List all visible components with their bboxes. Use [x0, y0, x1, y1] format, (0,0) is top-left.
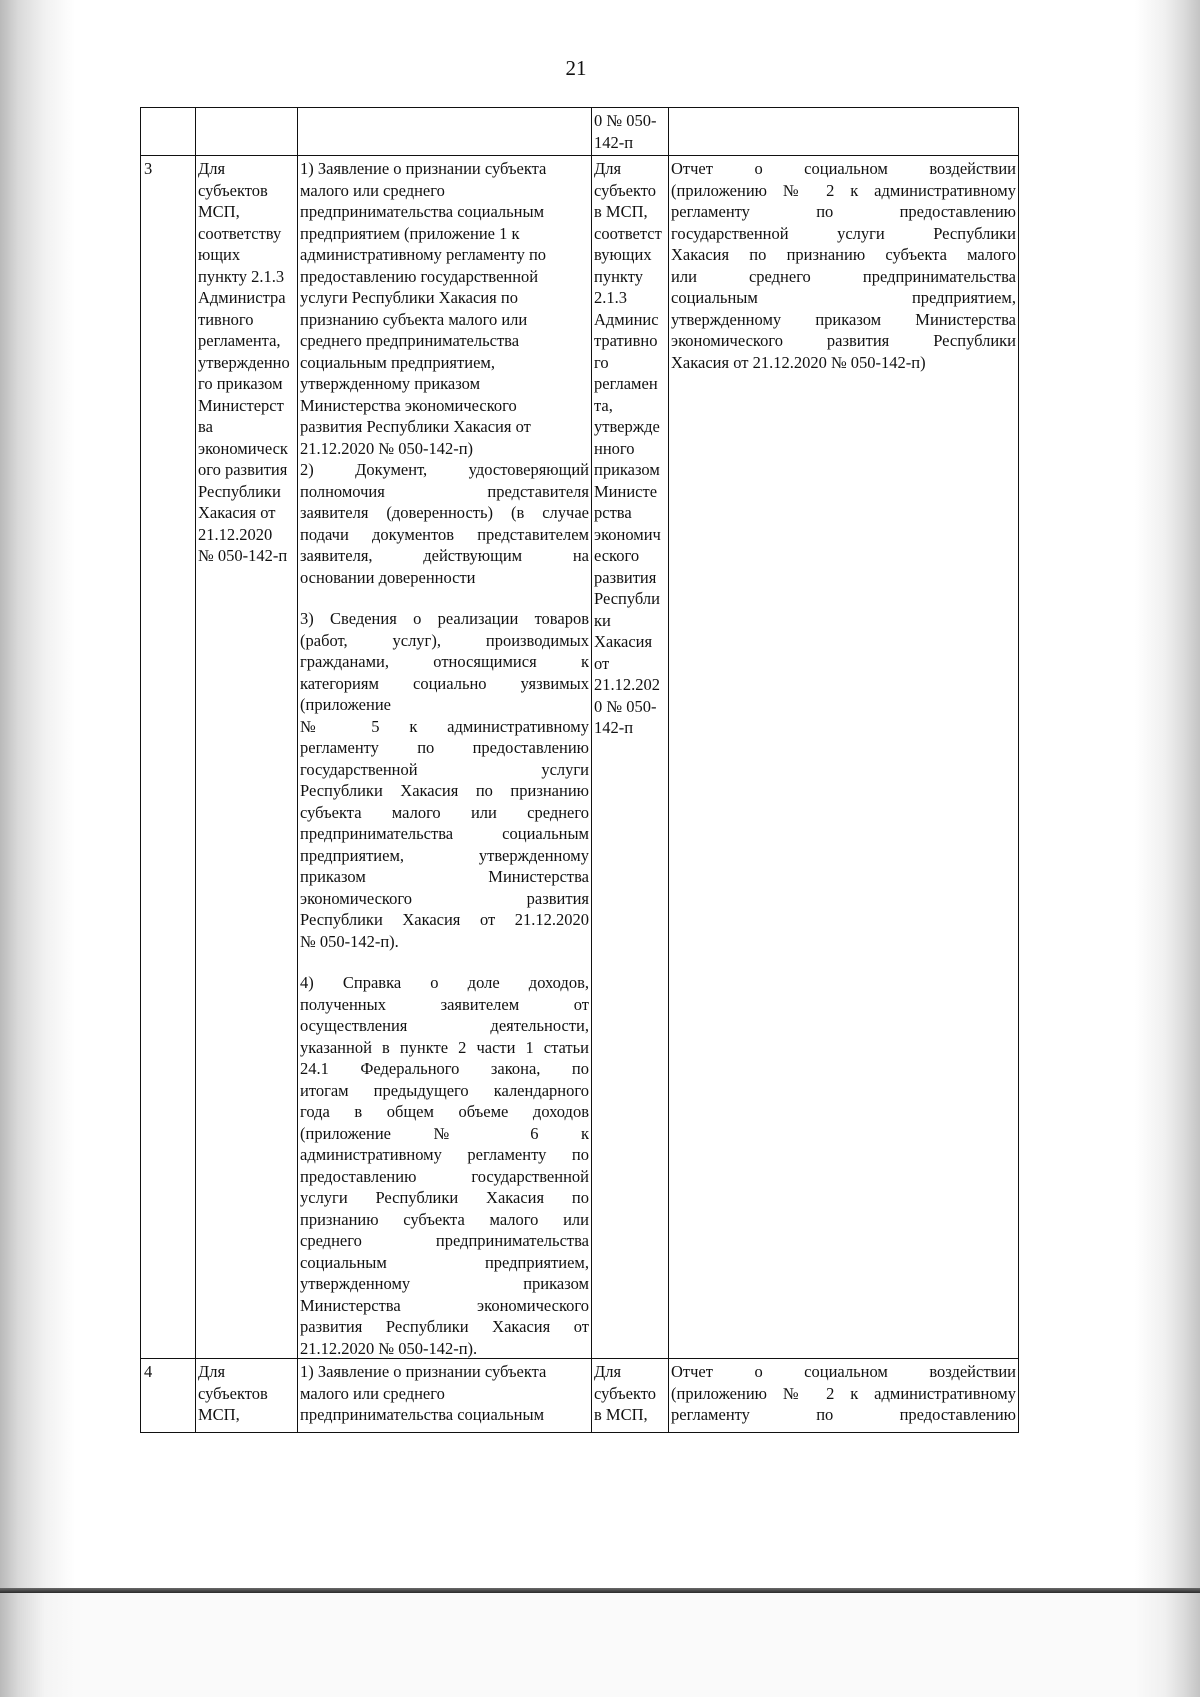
basis-line: 0 № 050-: [594, 111, 657, 130]
basis-line: тративно: [594, 331, 658, 350]
document-line: 1) Заявление о признании субъекта: [300, 159, 547, 178]
result-line: Отчет о социальном воздействии: [671, 1362, 1016, 1381]
basis-line: еского: [594, 546, 640, 565]
paragraph: [671, 1361, 1016, 1426]
basis-line: пункту: [594, 266, 643, 286]
document-line: 21.12.2020 № 050-142-п).: [300, 1338, 478, 1358]
document-line: признанию субъекта малого или: [300, 309, 528, 329]
result-line: утвержденному приказом Министерства: [671, 309, 1016, 329]
document-line: основании доверенности: [300, 567, 476, 587]
basis-line: Админис: [594, 309, 659, 329]
document-line: (работ, услуг), производимых: [300, 630, 589, 650]
applicant-line: Министерст: [198, 395, 284, 415]
cell-number-empty: [141, 108, 196, 156]
cell-basis: [592, 108, 669, 156]
document-line: (приложение № 6 к: [300, 1123, 589, 1143]
basis-line: утвержде: [594, 417, 660, 436]
page-number: 21: [565, 56, 587, 80]
document-line: № 5 к административному: [300, 716, 589, 736]
scan-margin: [0, 1593, 1200, 1697]
basis-line: та,: [594, 395, 613, 415]
document-line: гражданами, относящимися к: [300, 652, 589, 671]
applicant-line: субъектов: [198, 180, 268, 200]
document-line: 21.12.2020 № 050-142-п): [300, 438, 474, 458]
document-line: Министерства экономического: [300, 1295, 589, 1315]
paragraph: [594, 110, 666, 153]
basis-line: 21.12.202: [594, 675, 660, 694]
result-line: экономического развития Республики: [671, 331, 1016, 350]
document-line: утвержденному приказом: [300, 374, 481, 393]
basis-line: в МСП,: [594, 202, 648, 221]
cell-documents: [298, 1359, 592, 1433]
paragraph: [594, 158, 666, 739]
document-line: Республики Хакасия от 21.12.2020: [300, 910, 589, 929]
basis-line: Хакасия: [594, 632, 653, 651]
cell-number: 4: [141, 1359, 196, 1433]
paragraph: [300, 1361, 589, 1426]
document-line: № 050-142-п).: [300, 931, 399, 951]
basis-line: 142-п: [594, 718, 634, 737]
document-line: Республики Хакасия по признанию: [300, 781, 589, 800]
result-line: (приложению № 2 к административному: [671, 1383, 1016, 1403]
document-line: развития Республики Хакасия от: [300, 417, 531, 436]
document-line: услуги Республики Хакасия по: [300, 288, 518, 307]
applicant-line: тивного: [198, 309, 254, 329]
applicant-line: Для: [198, 159, 226, 178]
applicant-line: пункту 2.1.3: [198, 266, 285, 286]
document-line: осуществления деятельности,: [300, 1016, 589, 1035]
document-table: [140, 107, 1019, 1433]
document-line: 1) Заявление о признании субъекта: [300, 1362, 547, 1381]
basis-line: 2.1.3: [594, 288, 627, 307]
document-line: среднего предпринимательства: [300, 1231, 589, 1250]
cell-basis: [592, 1359, 669, 1433]
document-line: предприятием (приложение 1 к: [300, 223, 520, 243]
applicant-line: Для: [198, 1362, 226, 1381]
basis-line: Министе: [594, 481, 658, 501]
cell-documents-empty: [298, 108, 592, 156]
document-line: предприятием, утвержденному: [300, 845, 589, 865]
document-line: итогам предыдущего календарного: [300, 1080, 589, 1100]
basis-line: ки: [594, 610, 611, 630]
paragraph: [198, 158, 295, 567]
applicant-line: ющих: [198, 245, 241, 264]
document-line: подачи документов представителем: [300, 524, 589, 544]
cell-applicant-empty: [196, 108, 298, 156]
basis-line: 0 № 050-: [594, 696, 657, 716]
applicant-line: субъектов: [198, 1383, 268, 1403]
document-line: предпринимательства социальным: [300, 1405, 545, 1424]
basis-line: го: [594, 352, 609, 372]
document-line: регламенту по предоставлению: [300, 738, 589, 757]
document-line: признанию субъекта малого или: [300, 1209, 589, 1229]
basis-line: субъекто: [594, 1383, 657, 1403]
basis-line: регламен: [594, 374, 658, 393]
basis-line: соответст: [594, 223, 662, 243]
basis-line: нного: [594, 438, 635, 458]
basis-line: рства: [594, 503, 632, 522]
result-line: Отчет о социальном воздействии: [671, 159, 1016, 178]
cell-result: [669, 1359, 1019, 1433]
document-line: (приложение: [300, 695, 391, 714]
paragraph: [594, 1361, 666, 1426]
applicant-line: регламента,: [198, 331, 281, 350]
result-line: государственной услуги Республики: [671, 223, 1016, 243]
applicant-line: го приказом: [198, 374, 283, 393]
document-line: малого или среднего: [300, 1383, 445, 1403]
applicant-line: МСП,: [198, 1405, 240, 1424]
paragraph: [300, 158, 589, 459]
basis-line: субъекто: [594, 180, 657, 200]
document-line: малого или среднего: [300, 180, 445, 200]
cell-number: 3: [141, 156, 196, 1359]
cell-applicant: [196, 156, 298, 1359]
result-line: (приложению № 2 к административному: [671, 180, 1016, 200]
applicant-line: экономическ: [198, 438, 288, 458]
document-line: 24.1 Федерального закона, по: [300, 1059, 589, 1078]
result-line: регламенту по предоставлению: [671, 202, 1016, 221]
document-line: утвержденному приказом: [300, 1274, 589, 1293]
applicant-line: Хакасия от: [198, 503, 276, 522]
result-line: или среднего предпринимательства: [671, 266, 1016, 286]
basis-line: Для: [594, 1362, 622, 1381]
applicant-line: ого развития: [198, 460, 288, 479]
basis-line: Республи: [594, 589, 660, 608]
document-line: государственной услуги: [300, 759, 589, 779]
paragraph: [300, 972, 589, 1359]
applicant-line: Республики: [198, 481, 281, 501]
document-line: категориям социально уязвимых: [300, 673, 589, 693]
basis-line: экономич: [594, 524, 661, 544]
document-line: заявителя (доверенность) (в случае: [300, 503, 589, 522]
document-line: приказом Министерства: [300, 867, 589, 886]
paragraph: [300, 608, 589, 952]
document-line: социальным предприятием,: [300, 352, 495, 372]
document-line: предпринимательства социальным: [300, 824, 589, 843]
document-line: субъекта малого или среднего: [300, 802, 589, 822]
basis-line: вующих: [594, 245, 652, 264]
document-line: 3) Сведения о реализации товаров: [300, 609, 589, 628]
applicant-line: № 050-142-п: [198, 546, 288, 565]
result-line: Хакасия по признанию субъекта малого: [671, 245, 1016, 264]
basis-line: Для: [594, 159, 622, 178]
applicant-line: МСП,: [198, 202, 240, 221]
document-line: 2) Документ, удостоверяющий: [300, 460, 589, 479]
document-line: заявителя, действующим на: [300, 546, 589, 565]
applicant-line: Администра: [198, 288, 286, 307]
paragraph: [300, 459, 589, 588]
basis-line: приказом: [594, 460, 660, 479]
document-line: предоставлению государственной: [300, 1166, 589, 1186]
basis-line: 142-п: [594, 132, 634, 152]
basis-line: от: [594, 653, 610, 673]
document-line: развития Республики Хакасия от: [300, 1317, 589, 1336]
cell-basis: [592, 156, 669, 1359]
document-line: социальным предприятием,: [300, 1252, 589, 1272]
document-line: полученных заявителем от: [300, 994, 589, 1014]
basis-line: в МСП,: [594, 1405, 648, 1424]
document-line: среднего предпринимательства: [300, 331, 520, 350]
document-line: административному регламенту по: [300, 1145, 589, 1164]
document-line: указанной в пункте 2 части 1 статьи: [300, 1037, 589, 1057]
applicant-line: 21.12.2020: [198, 524, 273, 544]
applicant-line: соответству: [198, 223, 282, 243]
document-line: года в общем объеме доходов: [300, 1102, 589, 1121]
document-line: 4) Справка о доле доходов,: [300, 973, 589, 992]
result-line: социальным предприятием,: [671, 288, 1016, 307]
cell-result: [669, 156, 1019, 1359]
cell-result-empty: [669, 108, 1019, 156]
document-line: предоставлению государственной: [300, 266, 539, 286]
document-line: Министерства экономического: [300, 395, 517, 415]
paragraph: [198, 1361, 295, 1426]
document-line: полномочия представителя: [300, 481, 589, 501]
document-line: предпринимательства социальным: [300, 202, 545, 221]
cell-applicant: [196, 1359, 298, 1433]
cell-documents: [298, 156, 592, 1359]
applicant-line: ва: [198, 417, 213, 436]
document-line: административному регламенту по: [300, 245, 547, 264]
result-line: регламенту по предоставлению: [671, 1405, 1016, 1424]
document-line: экономического развития: [300, 888, 589, 908]
basis-line: развития: [594, 567, 657, 587]
applicant-line: утвержденно: [198, 352, 290, 372]
paragraph: [671, 158, 1016, 373]
document-line: услуги Республики Хакасия по: [300, 1188, 589, 1207]
result-line: Хакасия от 21.12.2020 № 050-142-п): [671, 352, 926, 372]
